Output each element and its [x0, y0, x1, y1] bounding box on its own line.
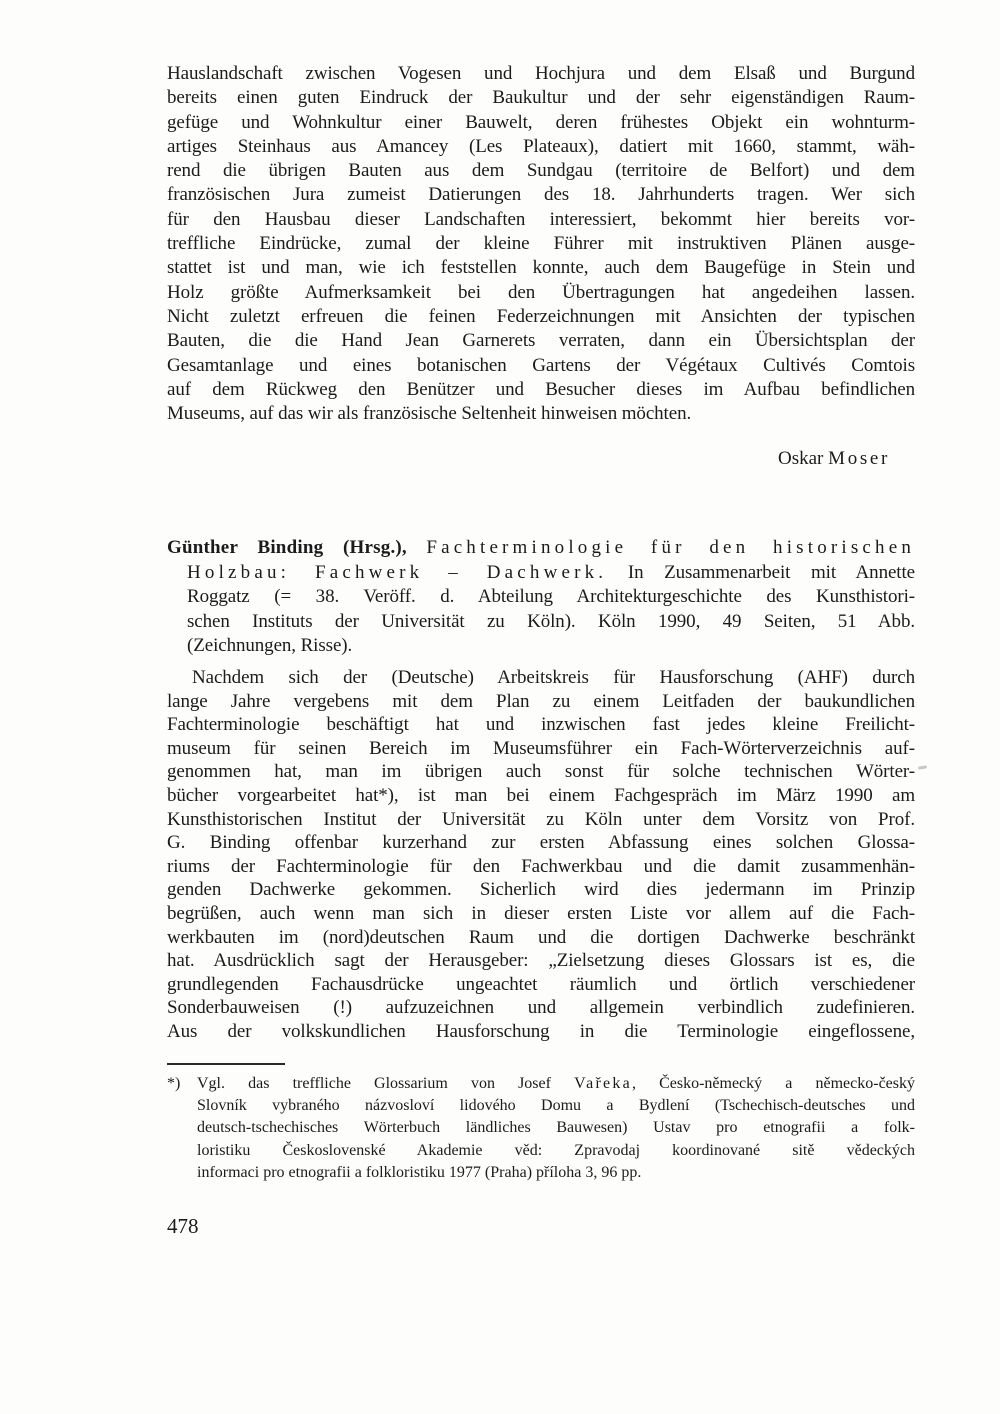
text-segment: bereits einen guten Eindruck der Baukultur und der sehr eigenständigen Raum-	[167, 87, 915, 109]
text-line	[167, 784, 915, 808]
text-segment: genommen hat, man im übrigen auch sonst für solche technischen Wörter-	[167, 761, 915, 783]
text-segment: artiges Steinhaus aus Amancey (Les Plateaux), datiert mit 1660, stammt, wäh-	[167, 135, 915, 157]
text-line	[167, 713, 915, 737]
text-line	[167, 1095, 915, 1117]
text-line	[167, 329, 915, 353]
text-line	[167, 62, 915, 86]
review-body-paragraph	[167, 666, 915, 1044]
text-line	[167, 808, 915, 832]
text-segment	[407, 537, 426, 558]
text-segment: Roggatz (= 38. Veröff. d. Abteilung Architekturgeschichte des Kunsthistori-	[187, 586, 915, 608]
text-line	[167, 378, 915, 402]
text-segment: Gesamtanlage und eines botanischen Gartens der Végétaux Cultivés Comtois	[167, 354, 915, 376]
text-segment: Museums, auf das wir als französische Seltenheit hinweisen möchten.	[167, 403, 692, 425]
text-line	[167, 256, 915, 280]
reviewer-signature	[167, 448, 890, 470]
text-segment: schen Instituts der Universität zu Köln). Köln 1990, 49 Seiten, 51 Abb.	[187, 610, 915, 632]
text-segment: lange Jahre vergebens mit dem Plan zu einem Leitfaden der baukundlichen	[167, 690, 915, 712]
text-line	[167, 305, 915, 329]
text-line	[167, 448, 890, 470]
text-segment: G. Binding offenbar kurzerhand zur ersten Abfassung eines solchen Glossa-	[167, 832, 915, 854]
scan-artifact-mark	[918, 765, 927, 770]
text-line	[167, 354, 915, 378]
text-segment: Oskar	[778, 448, 829, 469]
text-segment: Aus der volkskundlichen Hausforschung in die Terminologie eingeflossene,	[167, 1020, 915, 1042]
text-segment: Fachterminologie beschäftigt hat und inzwischen fast jedes kleine Freilicht-	[167, 714, 915, 736]
text-segment: hat. Ausdrücklich sagt der Herausgeber: „Zielsetzung dieses Glossars ist es, die	[167, 950, 915, 972]
text-line	[167, 159, 915, 183]
text-segment: Fachterminologie für den historischen	[426, 537, 915, 558]
text-segment: genden Dachwerke gekommen. Sicherlich wird dies jedermann im Prinzip	[167, 879, 915, 901]
text-line	[167, 561, 915, 586]
text-line	[167, 996, 915, 1020]
text-segment: stattet ist und man, wie ich feststellen konnte, auch dem Baugefüge in Stein und	[167, 257, 915, 279]
text-segment: Bauten, die die Hand Jean Garnerets verraten, dann ein Übersichtsplan der	[167, 330, 915, 352]
text-line	[167, 1117, 915, 1139]
text-line	[167, 855, 915, 879]
text-line	[167, 949, 915, 973]
text-line	[167, 232, 915, 256]
text-line	[167, 208, 915, 232]
text-segment: gefüge und Wohnkultur einer Bauwelt, deren frühestes Objekt ein wohnturm-	[167, 111, 915, 133]
text-line	[167, 634, 915, 659]
text-segment: Hauslandschaft zwischen Vogesen und Hochjura und dem Elsaß und Burgund	[167, 63, 915, 84]
text-line	[167, 1020, 915, 1044]
continued-paragraph	[167, 62, 915, 426]
text-line	[167, 878, 915, 902]
review-citation	[167, 536, 915, 659]
text-segment: französischen Jura zumeist Datierungen des 18. Jahrhunderts tragen. Wer sich	[167, 184, 915, 206]
text-line	[167, 1162, 915, 1184]
text-line	[167, 610, 915, 635]
text-line	[167, 111, 915, 135]
text-line	[167, 536, 915, 561]
text-segment: Slovník vybraného názvosloví lidového Domu a Bydlení (Tschechisch-deutsches und	[197, 1097, 915, 1115]
text-segment: bücher vorgearbeitet hat*), ist man bei einem Fachgespräch im März 1990 am	[167, 784, 915, 806]
text-line	[167, 183, 915, 207]
text-segment: , Česko-německý a německo-český	[631, 1075, 915, 1092]
text-segment: riums der Fachterminologie für den Fachwerkbau und die damit zusammenhän-	[167, 855, 915, 877]
text-segment: Holz größte Aufmerksamkeit bei den Übertragungen hat angedeihen lassen.	[167, 281, 915, 303]
footnote	[167, 1073, 915, 1184]
text-segment: Nachdem sich der (Deutsche) Arbeitskreis für Hausforschung (AHF) durch	[192, 667, 915, 688]
text-segment: Sonderbauweisen (!) aufzuzeichnen und allgemein verbindlich zudefinieren.	[167, 997, 915, 1019]
text-segment: Nicht zuletzt erfreuen die feinen Federzeichnungen mit Ansichten der typischen	[167, 305, 915, 327]
text-line	[167, 690, 915, 714]
text-segment: deutsch-tschechisches Wörterbuch ländliches Bauwesen) Ustav pro etnografii a folk-	[197, 1119, 915, 1137]
text-segment: rend die übrigen Bauten aus dem Sundgau (territoire de Belfort) und dem	[167, 160, 915, 182]
text-line	[167, 1140, 915, 1162]
text-segment: Günther Binding (Hrsg.),	[167, 537, 407, 558]
text-segment: für den Hausbau dieser Landschaften interessiert, bekommt hier bereits vor-	[167, 208, 915, 230]
text-line	[167, 281, 915, 305]
text-segment: grundlegenden Fachausdrücke ungeachtet räumlich und örtlich verschiedener	[167, 973, 915, 995]
text-segment: museum für seinen Bereich im Museumsführer ein Fach-Wörterverzeichnis auf-	[167, 737, 915, 759]
text-segment: treffliche Eindrücke, zumal der kleine Führer mit instruktiven Plänen ausge-	[167, 233, 915, 255]
text-line	[167, 585, 915, 610]
page-number: 478	[167, 1214, 199, 1238]
text-segment: Kunsthistorischen Institut der Universität zu Köln unter dem Vorsitz von Prof.	[167, 808, 915, 830]
text-line	[167, 973, 915, 997]
text-segment: auf dem Rückweg den Benützer und Besucher dieses im Aufbau befindlichen	[167, 378, 915, 400]
text-line	[167, 760, 915, 784]
text-segment: Vgl. das treffliche Glossarium von Josef	[197, 1075, 575, 1092]
text-segment: In Zusammenarbeit mit Annette	[607, 561, 916, 583]
text-line	[167, 402, 915, 426]
text-line	[167, 737, 915, 761]
text-segment: (Zeichnungen, Risse).	[187, 635, 353, 657]
text-segment: begrüßen, auch wenn man sich in dieser ersten Liste vor allem auf die Fach-	[167, 902, 915, 924]
text-line	[167, 86, 915, 110]
text-line	[167, 135, 915, 159]
text-segment: Holzbau: Fachwerk – Dachwerk.	[187, 561, 608, 583]
text-line	[167, 926, 915, 950]
text-segment: loristiku Československé Akademie věd: Zpravodaj koordinované sitě vědeckých	[197, 1141, 915, 1159]
text-line	[167, 831, 915, 855]
text-line	[167, 1073, 915, 1095]
text-segment: Vařeka	[574, 1075, 632, 1092]
text-segment: werkbauten im (nord)deutschen Raum und die dortigen Dachwerke beschränkt	[167, 926, 915, 948]
text-segment: *)	[167, 1075, 181, 1092]
text-line	[167, 902, 915, 926]
text-line	[167, 666, 915, 690]
footnote-rule	[167, 1063, 285, 1065]
text-segment: informaci pro etnografii a folkloristiku 1977 (Praha) příloha 3, 96 pp.	[197, 1163, 642, 1181]
text-segment: Moser	[828, 448, 890, 469]
